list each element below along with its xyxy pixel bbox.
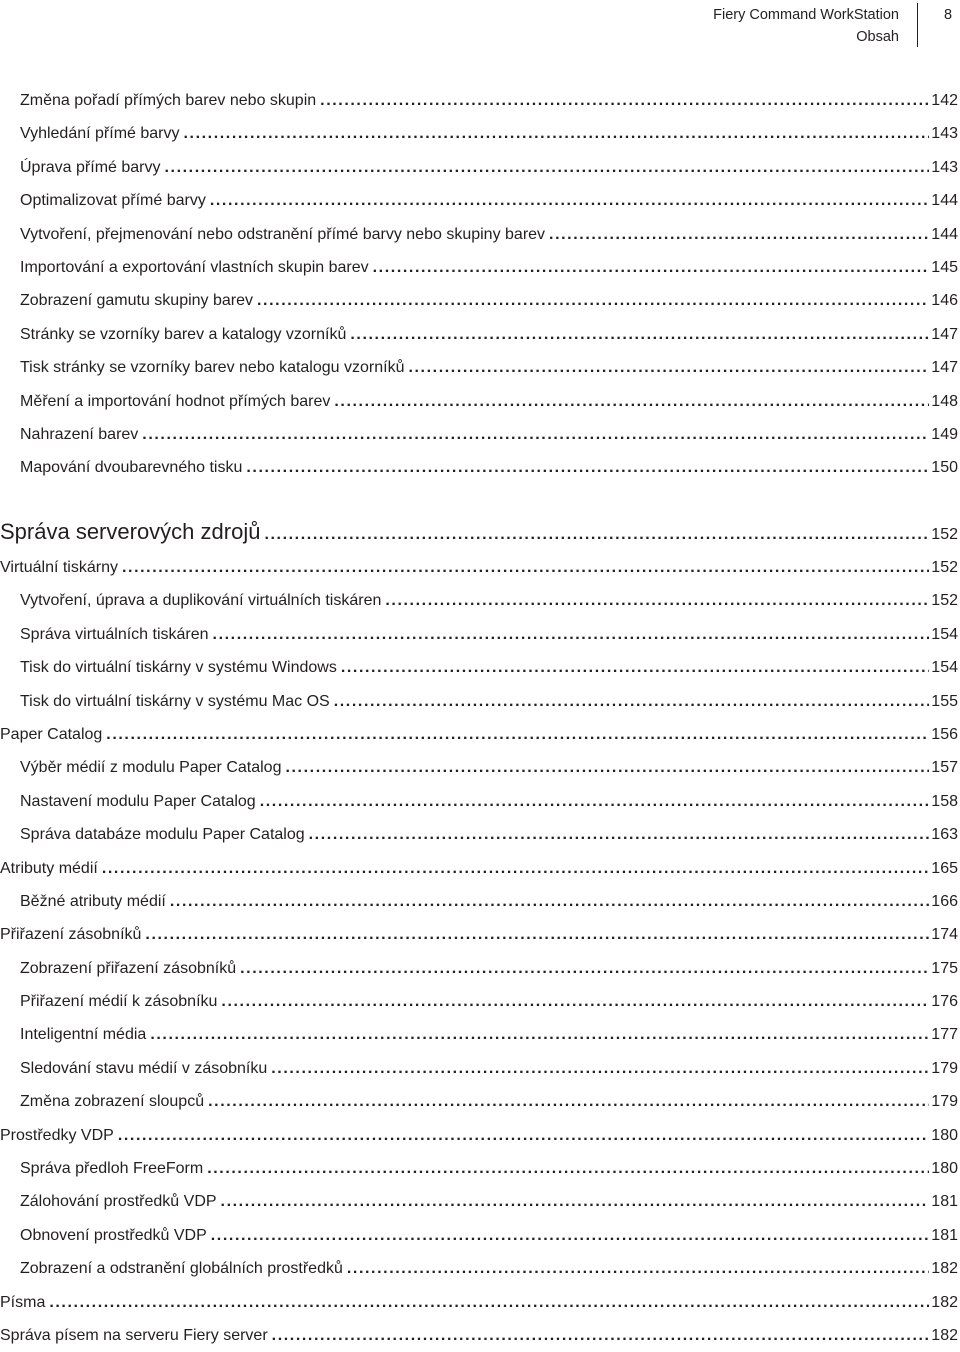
toc-dot-leader xyxy=(260,785,930,818)
toc-entry-page: 176 xyxy=(931,993,958,1011)
header-product: Fiery Command WorkStation xyxy=(713,7,899,23)
toc-dot-leader xyxy=(272,1319,930,1352)
toc-entry[interactable] xyxy=(0,1286,958,1319)
toc-entry-title: Optimalizovat přímé barvy xyxy=(20,192,206,210)
toc-entry-page: 147 xyxy=(931,325,958,343)
toc-entry-title: Písma xyxy=(0,1293,46,1311)
toc-entry-page: 154 xyxy=(931,659,958,677)
toc-dot-leader xyxy=(341,651,929,684)
toc-dot-leader xyxy=(385,584,929,617)
toc-entry-title: Nastavení modulu Paper Catalog xyxy=(20,792,256,810)
toc-entry-title: Importování a exportování vlastních skupin barev xyxy=(20,258,369,276)
toc-entry[interactable] xyxy=(0,251,958,284)
toc-entry-page: 180 xyxy=(931,1160,958,1178)
toc-entry-title: Zobrazení přiřazení zásobníků xyxy=(20,959,237,977)
toc-dot-leader xyxy=(221,985,929,1018)
toc-entry[interactable] xyxy=(0,584,958,617)
toc-entry-page: 144 xyxy=(931,192,958,210)
toc-entry-title: Tisk stránky se vzorníky barev nebo katalogu vzorníků xyxy=(20,359,405,377)
toc-dot-leader xyxy=(373,251,930,284)
toc-entry-page: 158 xyxy=(931,792,958,810)
toc-entry-page: 147 xyxy=(931,359,958,377)
toc-dot-leader xyxy=(106,718,929,751)
toc-dot-leader xyxy=(240,952,929,985)
toc-entry-title: Inteligentní média xyxy=(20,1026,147,1044)
toc-entry-title: Atributy médií xyxy=(0,859,98,877)
toc-entry[interactable] xyxy=(0,685,958,718)
toc-entry-page: 182 xyxy=(931,1260,958,1278)
toc-entry-title: Tisk do virtuální tiskárny v systému Windows xyxy=(20,659,337,677)
toc-entry[interactable] xyxy=(0,918,958,951)
toc-dot-leader xyxy=(347,1252,929,1285)
toc-dot-leader xyxy=(264,518,929,551)
toc-entry[interactable] xyxy=(0,184,958,217)
toc-dot-leader xyxy=(210,184,929,217)
toc-entry[interactable] xyxy=(0,818,958,851)
toc-entry-page: 157 xyxy=(931,759,958,777)
toc-entry-title: Výběr médií z modulu Paper Catalog xyxy=(20,759,282,777)
toc-entry-title: Zálohování prostředků VDP xyxy=(20,1193,217,1211)
toc-entry[interactable] xyxy=(0,1219,958,1252)
toc-entry-title: Nahrazení barev xyxy=(20,425,139,443)
toc-entry-title: Měření a importování hodnot přímých barev xyxy=(20,392,331,410)
toc-entry-page: 182 xyxy=(931,1293,958,1311)
toc-dot-leader xyxy=(122,551,929,584)
toc-dot-leader xyxy=(334,385,929,418)
toc-entry-page: 143 xyxy=(931,158,958,176)
toc-dot-leader xyxy=(549,218,929,251)
toc-dot-leader xyxy=(142,418,929,451)
toc-entry-title: Sledování stavu médií v zásobníku xyxy=(20,1059,268,1077)
toc-entry-page: 145 xyxy=(931,258,958,276)
toc-entry[interactable] xyxy=(0,451,958,484)
toc-entry-page: 152 xyxy=(931,592,958,610)
toc-entry-page: 163 xyxy=(931,826,958,844)
header-section: Obsah xyxy=(856,29,899,45)
toc-dot-leader xyxy=(150,1018,929,1051)
toc-entry-page: 181 xyxy=(931,1193,958,1211)
toc-dot-leader xyxy=(221,1185,930,1218)
toc-entry-title: Správa databáze modulu Paper Catalog xyxy=(20,826,305,844)
toc-entry-title: Správa písem na serveru Fiery server xyxy=(0,1326,268,1344)
toc-entry-page: 155 xyxy=(931,692,958,710)
toc-entry-title: Změna pořadí přímých barev nebo skupin xyxy=(20,92,317,109)
toc-entry-title: Běžné atributy médií xyxy=(20,892,166,910)
toc-entry-page: 179 xyxy=(931,1093,958,1111)
toc-entry[interactable] xyxy=(0,351,958,384)
toc-heading[interactable] xyxy=(0,515,958,551)
toc-entry-page: 144 xyxy=(931,225,958,243)
toc-entry[interactable] xyxy=(0,952,958,985)
toc-entry-title: Stránky se vzorníky barev a katalogy vzorníků xyxy=(20,325,347,343)
toc-entry[interactable] xyxy=(0,1152,958,1185)
toc-entry[interactable] xyxy=(0,318,958,351)
toc-entry-page: 146 xyxy=(931,292,958,310)
toc-entry[interactable] xyxy=(0,985,958,1018)
toc-entry-page: 166 xyxy=(931,892,958,910)
toc-entry[interactable] xyxy=(0,618,958,651)
toc-dot-leader xyxy=(211,1219,930,1252)
toc-entry-title: Vytvoření, úprava a duplikování virtuálních tiskáren xyxy=(20,592,382,610)
toc-entry-title: Zobrazení a odstranění globálních prostředků xyxy=(20,1260,343,1278)
toc-entry-page: 143 xyxy=(931,125,958,143)
toc-entry-title: Virtuální tiskárny xyxy=(0,559,118,576)
toc-entry[interactable] xyxy=(0,551,958,584)
toc-entry-page: 150 xyxy=(931,459,958,477)
toc-entry-page: 165 xyxy=(931,859,958,877)
toc-dot-leader xyxy=(309,818,930,851)
toc-entry-title: Tisk do virtuální tiskárny v systému Mac OS xyxy=(20,692,330,710)
toc-dot-leader xyxy=(102,852,929,885)
toc-entry[interactable] xyxy=(0,1319,958,1352)
toc-entry-page: 149 xyxy=(931,425,958,443)
toc-entry[interactable] xyxy=(0,785,958,818)
toc-entry-title: Změna zobrazení sloupců xyxy=(20,1093,205,1111)
toc-dot-leader xyxy=(145,918,929,951)
header-divider xyxy=(917,3,918,47)
toc-entry-page: 152 xyxy=(931,559,958,576)
toc-entry-title: Paper Catalog xyxy=(0,725,103,743)
toc-entry[interactable] xyxy=(0,651,958,684)
toc-entry[interactable] xyxy=(0,218,958,251)
toc-entry-title: Vytvoření, přejmenování nebo odstranění přímé barvy nebo skupiny barev xyxy=(20,225,546,243)
toc-entry-title: Přiřazení zásobníků xyxy=(0,926,142,944)
toc-dot-leader xyxy=(246,451,929,484)
toc-entry[interactable] xyxy=(0,1018,958,1051)
toc-entry[interactable] xyxy=(0,1052,958,1085)
toc-dot-leader xyxy=(350,318,929,351)
page-number: 8 xyxy=(944,7,953,23)
toc-entry[interactable] xyxy=(0,418,958,451)
toc-entry[interactable] xyxy=(0,1119,958,1152)
toc-entry-page: 148 xyxy=(931,392,958,410)
toc-entry-title: Mapování dvoubarevného tisku xyxy=(20,459,243,477)
toc-entry-title: Úprava přímé barvy xyxy=(20,158,161,176)
page-header xyxy=(0,0,960,50)
toc-dot-leader xyxy=(271,1052,929,1085)
toc-entry-title: Správa virtuálních tiskáren xyxy=(20,625,209,643)
toc-entry-title: Obnovení prostředků VDP xyxy=(20,1226,207,1244)
toc-dot-leader xyxy=(165,151,930,184)
toc-entry-title: Správa předloh FreeForm xyxy=(20,1160,204,1178)
toc-entry-page: 175 xyxy=(931,959,958,977)
toc-dot-leader xyxy=(334,685,930,718)
toc-entry-page: 142 xyxy=(931,92,958,109)
toc-section-colors xyxy=(0,84,958,485)
toc-entry[interactable] xyxy=(0,718,958,751)
toc-dot-leader xyxy=(408,351,929,384)
toc-dot-leader xyxy=(118,1119,929,1152)
toc-entry-title: Správa serverových zdrojů xyxy=(0,519,261,544)
toc-entry-page: 152 xyxy=(931,526,958,543)
toc-entry-page: 174 xyxy=(931,926,958,944)
toc-dot-leader xyxy=(183,117,929,150)
toc-dot-leader xyxy=(257,284,929,317)
toc-dot-leader xyxy=(49,1286,929,1319)
toc-entry-page: 179 xyxy=(931,1059,958,1077)
toc-entry[interactable] xyxy=(0,751,958,784)
toc-entry[interactable] xyxy=(0,284,958,317)
toc-entry[interactable] xyxy=(0,852,958,885)
toc-section-server-resources xyxy=(0,515,958,1352)
toc-entry-title: Prostředky VDP xyxy=(0,1126,114,1144)
toc-entry[interactable] xyxy=(0,1085,958,1118)
toc-entry-page: 181 xyxy=(931,1226,958,1244)
toc-entry[interactable] xyxy=(0,885,958,918)
toc-dot-leader xyxy=(285,751,929,784)
toc-entry[interactable] xyxy=(0,1185,958,1218)
toc-dot-leader xyxy=(213,618,930,651)
toc-dot-leader xyxy=(320,84,929,117)
toc-entry[interactable] xyxy=(0,84,958,117)
toc-entry[interactable] xyxy=(0,1252,958,1285)
toc-dot-leader xyxy=(208,1085,929,1118)
toc-entry[interactable] xyxy=(0,117,958,150)
toc-entry[interactable] xyxy=(0,151,958,184)
toc-entry-page: 182 xyxy=(931,1326,958,1344)
header-text xyxy=(713,4,899,48)
toc-entry-title: Zobrazení gamutu skupiny barev xyxy=(20,292,254,310)
toc-entry-page: 177 xyxy=(931,1026,958,1044)
toc-entry-page: 154 xyxy=(931,625,958,643)
toc-entry-title: Vyhledání přímé barvy xyxy=(20,125,180,143)
toc-dot-leader xyxy=(170,885,929,918)
toc-entry[interactable] xyxy=(0,385,958,418)
toc-dot-leader xyxy=(207,1152,929,1185)
toc-entry-page: 180 xyxy=(931,1126,958,1144)
toc-entry-page: 156 xyxy=(931,725,958,743)
toc-entry-title: Přiřazení médií k zásobníku xyxy=(20,993,218,1011)
